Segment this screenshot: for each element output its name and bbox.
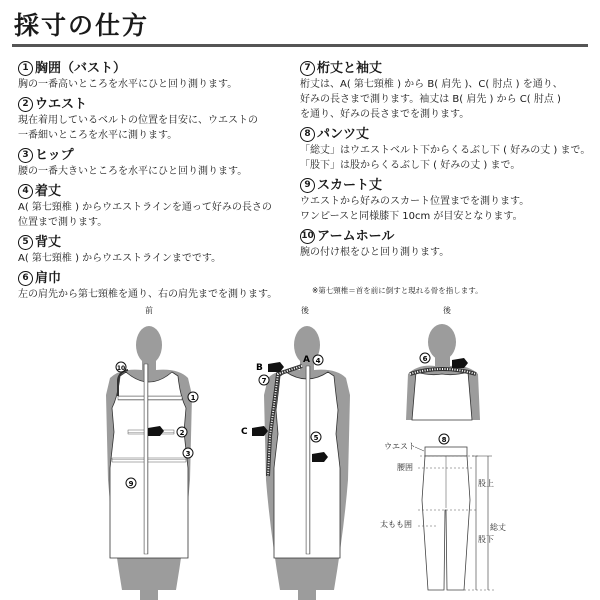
item-shoulder-width xyxy=(18,270,304,302)
item-armhole xyxy=(300,228,598,260)
item-title: アームホール xyxy=(317,229,395,244)
num-badge-3: 3 xyxy=(185,450,191,458)
num-badge-1: 1 xyxy=(18,61,33,76)
item-title: パンツ丈 xyxy=(317,127,370,142)
item-description: A( 第七頸椎 ) からウエストラインまでです。 xyxy=(18,253,222,264)
point-c-label: C xyxy=(241,427,248,437)
item-length xyxy=(18,183,304,230)
num-badge-10: 10 xyxy=(116,365,126,372)
item-description: 現在着用しているベルトの位置を目安に、ウエストの 一番細いところを水平に測ります。 xyxy=(18,115,258,141)
item-hip xyxy=(18,147,304,179)
item-description: ウエストから好みのスカート位置までを測ります。 ワンピースと同様膝下 10cm が目安となります。 xyxy=(300,196,530,222)
num-badge-7: 7 xyxy=(261,377,267,385)
right-column xyxy=(300,60,598,264)
footnote: ※第七頸椎＝首を前に倒すと現れる骨を指します。 xyxy=(312,286,483,295)
item-skirt-length xyxy=(300,177,598,224)
item-description: 「総丈」はウエストベルト下からくるぶし下 ( 好みの丈 ) まで。 「股下」は股からくるぶし下 ( 好みの丈 ) まで。 xyxy=(300,145,591,171)
item-description: 胸の一番高いところを水平にひと回り測ります。 xyxy=(18,79,238,90)
num-badge-7: 7 xyxy=(300,61,315,76)
back2-label: 後 xyxy=(443,306,451,315)
thigh-label: 太もも囲 xyxy=(380,520,412,529)
back-figure xyxy=(241,305,350,600)
item-description: A( 第七頸椎 ) からウエストラインを通って好みの長さの 位置まで測ります。 xyxy=(18,202,272,228)
num-badge-5: 5 xyxy=(18,235,33,250)
total-length-label: 総丈 xyxy=(490,523,506,532)
num-badge-6: 6 xyxy=(422,355,428,363)
item-title: 肩巾 xyxy=(35,271,62,286)
left-column xyxy=(18,60,304,306)
inseam-label: 股下 xyxy=(478,535,494,544)
num-badge-6: 6 xyxy=(18,271,33,286)
num-badge-9: 9 xyxy=(300,178,315,193)
title-divider xyxy=(12,44,588,47)
measurement-figures xyxy=(0,300,600,600)
back-label: 後 xyxy=(301,306,309,315)
pants-figure xyxy=(380,434,506,590)
item-waist xyxy=(18,96,304,143)
item-title: 胸囲（バスト） xyxy=(35,61,127,76)
waist-label: ウエスト xyxy=(384,442,416,451)
item-title: スカート丈 xyxy=(317,178,383,193)
item-title: 桁丈と袖丈 xyxy=(317,61,383,76)
item-description: 腕の付け根をひと回り測ります。 xyxy=(300,247,450,258)
num-badge-8: 8 xyxy=(300,127,315,142)
shoulder-figure xyxy=(406,305,480,420)
num-badge-8: 8 xyxy=(441,436,447,444)
num-badge-1: 1 xyxy=(190,394,196,402)
point-a-label: A xyxy=(303,355,310,365)
item-description: 左の肩先から第七頸椎を通り、右の肩先までを測ります。 xyxy=(18,289,278,300)
point-b-label: B xyxy=(256,363,263,373)
item-title: ウエスト xyxy=(35,97,88,112)
rise-label: 股上 xyxy=(478,479,494,488)
item-description: 桁丈は、A( 第七頸椎 ) から B( 肩先 )、C( 肘点 ) を通り、 好みの長さまで測ります。袖丈は B( 肩先 ) から C( 肘点 ) を通り、好みの長さまでを測ります。 xyxy=(300,79,563,120)
page-title: 採寸の仕方 xyxy=(14,11,150,40)
num-badge-2: 2 xyxy=(18,97,33,112)
item-pants-length xyxy=(300,126,598,173)
num-badge-9: 9 xyxy=(128,480,134,488)
item-description: 腰の一番大きいところを水平にひと回り測ります。 xyxy=(18,166,248,177)
front-label: 前 xyxy=(145,306,153,315)
item-title: 背丈 xyxy=(35,235,62,250)
num-badge-3: 3 xyxy=(18,148,33,163)
hip-label: 腰囲 xyxy=(397,463,413,472)
item-back-length xyxy=(18,234,304,266)
num-badge-4: 4 xyxy=(18,184,33,199)
item-bust xyxy=(18,60,304,92)
item-title: 着丈 xyxy=(35,184,62,199)
num-badge-4: 4 xyxy=(315,357,321,365)
num-badge-2: 2 xyxy=(179,429,185,437)
front-figure xyxy=(106,305,198,600)
item-sleeve xyxy=(300,60,598,122)
item-title: ヒップ xyxy=(35,148,74,163)
num-badge-5: 5 xyxy=(313,434,319,442)
num-badge-10: 10 xyxy=(300,229,315,244)
